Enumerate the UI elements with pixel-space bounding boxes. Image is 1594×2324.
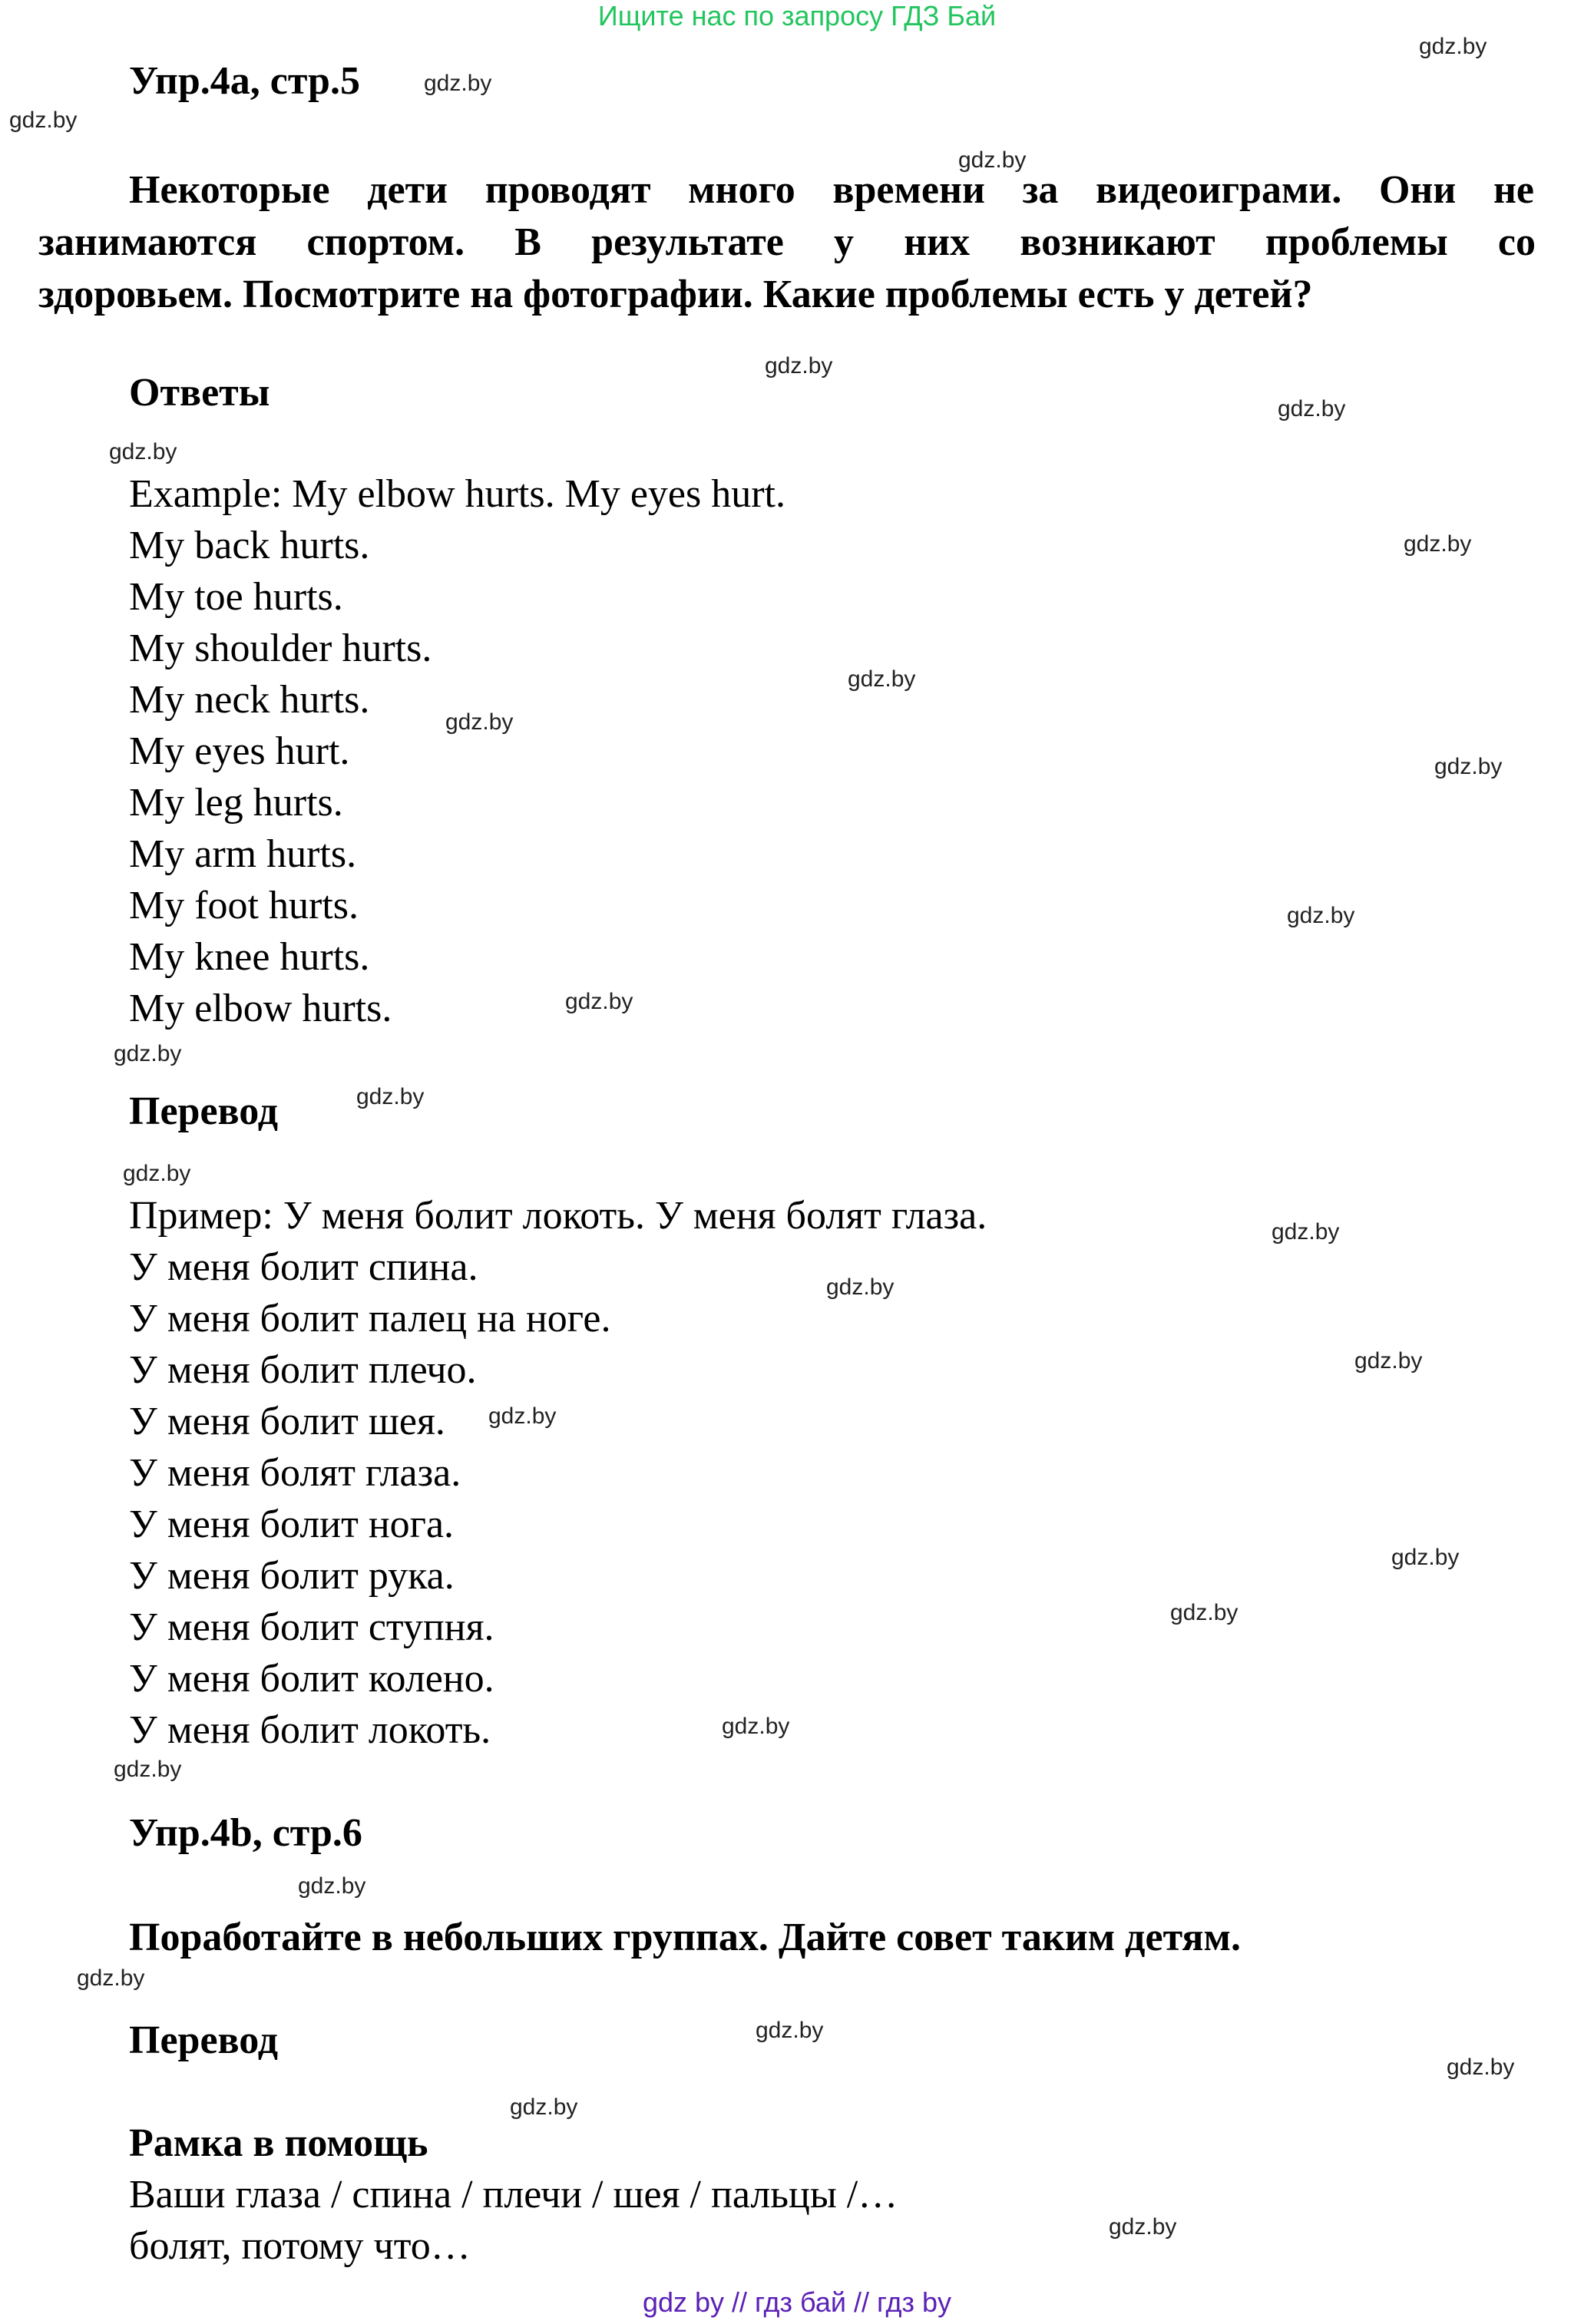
top-banner: Ищите нас по запросу ГДЗ Бай <box>597 0 997 31</box>
exercise-4a-task-line-2: занимаются спортом. В результате у них возникают проблемы со <box>38 220 1536 264</box>
watermark: gdz.by <box>1272 1219 1340 1245</box>
translation-line: У меня болит плечо. <box>129 1348 477 1392</box>
help-line: Ваши глаза / спина / плечи / шея / пальцы /… <box>129 2173 898 2217</box>
exercise-4b-task: Поработайте в небольших группах. Дайте совет таким детям. <box>129 1916 1241 1959</box>
watermark: gdz.by <box>1447 2055 1515 2080</box>
watermark: gdz.by <box>722 1714 790 1739</box>
exercise-4b-translation-heading: Перевод <box>129 2018 279 2062</box>
answer-line: My toe hurts. <box>129 575 343 619</box>
help-line: болят, потому что… <box>129 2224 471 2268</box>
translation-line: У меня болит локоть. <box>129 1708 491 1752</box>
watermark: gdz.by <box>565 989 633 1014</box>
watermark: gdz.by <box>356 1084 425 1109</box>
watermark: gdz.by <box>1419 34 1487 59</box>
translation-line: У меня болит ступня. <box>129 1605 494 1649</box>
watermark: gdz.by <box>1278 396 1346 421</box>
translation-heading: Перевод <box>129 1089 279 1133</box>
watermark: gdz.by <box>298 1873 366 1899</box>
watermark: gdz.by <box>848 666 916 692</box>
translation-line: У меня болит шея. <box>129 1400 445 1443</box>
translation-line: У меня болит спина. <box>129 1245 478 1289</box>
answer-line: My foot hurts. <box>129 884 359 927</box>
watermark: gdz.by <box>123 1161 191 1186</box>
footer-links: gdz by // гдз бай // гдз by <box>642 2286 952 2318</box>
watermark: gdz.by <box>1434 754 1503 779</box>
answer-line: My shoulder hurts. <box>129 626 432 670</box>
answer-line: My leg hurts. <box>129 781 343 825</box>
answer-line: Example: My elbow hurts. My eyes hurt. <box>129 472 785 516</box>
help-box-heading: Рамка в помощь <box>129 2121 428 2165</box>
answer-line: My knee hurts. <box>129 935 370 979</box>
watermark: gdz.by <box>958 147 1027 173</box>
watermark: gdz.by <box>1404 531 1472 557</box>
watermark: gdz.by <box>114 1041 182 1066</box>
watermark: gdz.by <box>77 1965 145 1991</box>
exercise-4b-title: Упр.4b, стр.6 <box>129 1811 362 1855</box>
watermark: gdz.by <box>1170 1600 1238 1625</box>
watermark: gdz.by <box>826 1274 895 1300</box>
watermark: gdz.by <box>1354 1348 1423 1374</box>
exercise-4a-title: Упр.4а, стр.5 <box>129 59 360 103</box>
translation-line: У меня болит палец на ноге. <box>129 1297 611 1341</box>
answer-line: My back hurts. <box>129 524 370 567</box>
answers-heading: Ответы <box>129 371 270 415</box>
translation-line: У меня болит нога. <box>129 1503 455 1546</box>
exercise-4a-task-line-1: Некоторые дети проводят много времени за видеоиграми. Они не <box>129 168 1534 212</box>
translation-line: У меня болят глаза. <box>129 1451 461 1495</box>
watermark: gdz.by <box>445 709 514 735</box>
translation-line: У меня болит колено. <box>129 1657 494 1701</box>
watermark: gdz.by <box>424 71 492 96</box>
watermark: gdz.by <box>756 2018 824 2043</box>
translation-line: У меня болит рука. <box>129 1554 455 1598</box>
watermark: gdz.by <box>114 1757 182 1782</box>
watermark: gdz.by <box>488 1403 557 1429</box>
answer-line: My eyes hurt. <box>129 729 350 773</box>
watermark: gdz.by <box>109 439 177 464</box>
translation-line: Пример: У меня болит локоть. У меня болят глаза. <box>129 1194 987 1238</box>
answer-line: My elbow hurts. <box>129 987 392 1030</box>
answer-line: My neck hurts. <box>129 678 370 722</box>
watermark: gdz.by <box>9 107 78 133</box>
exercise-4a-task-line-3: здоровьем. Посмотрите на фотографии. Какие проблемы есть у детей? <box>38 273 1313 316</box>
watermark: gdz.by <box>1391 1545 1460 1570</box>
answer-line: My arm hurts. <box>129 832 357 876</box>
watermark: gdz.by <box>1287 903 1355 928</box>
watermark: gdz.by <box>1109 2214 1177 2240</box>
watermark: gdz.by <box>765 353 833 379</box>
watermark: gdz.by <box>510 2094 578 2120</box>
